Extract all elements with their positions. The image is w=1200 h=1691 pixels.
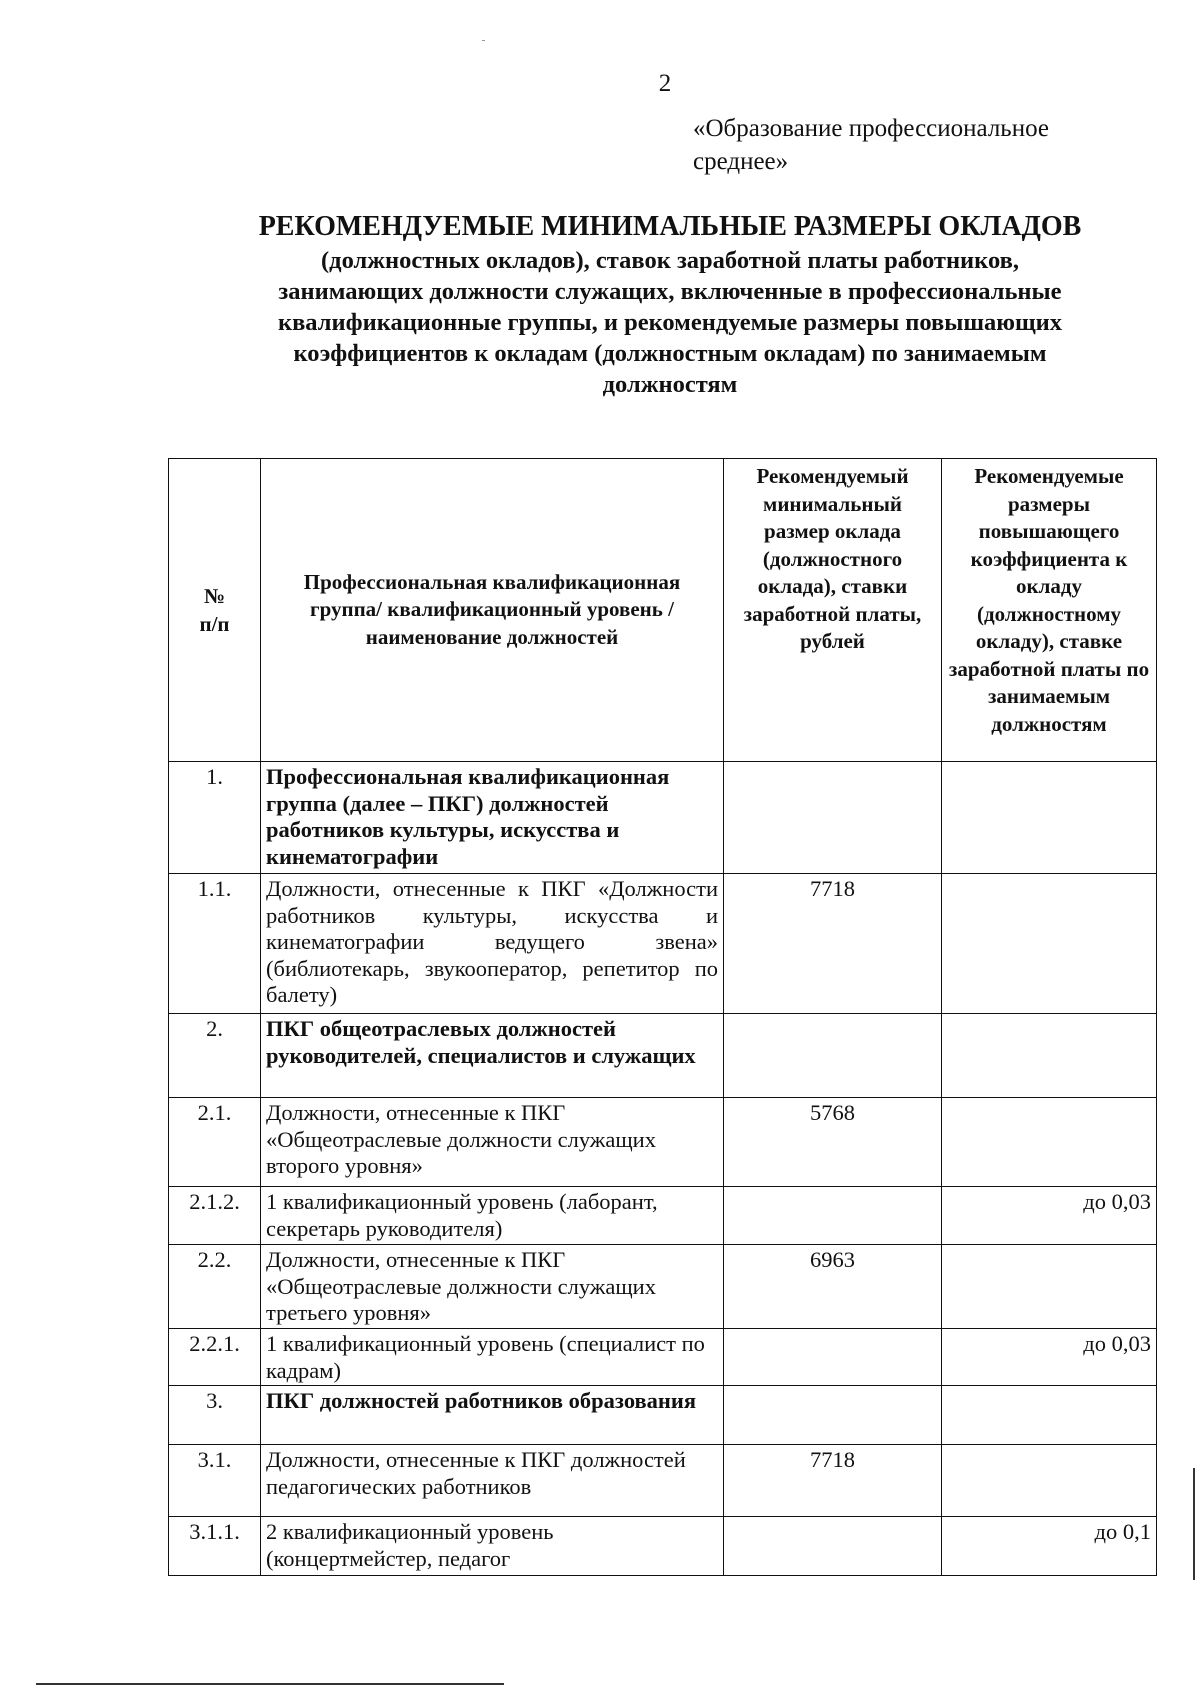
row-number: 3.: [169, 1386, 261, 1445]
row-description: Должности, отнесенные к ПКГ «Должности работников культуры, искусства и кинематографии ведущего звена» (библиотекарь, звукооператор, репетитор по балету): [261, 874, 724, 1014]
row-salary: 7718: [724, 1445, 942, 1517]
row-coefficient: [942, 1098, 1157, 1187]
row-number: 2.: [169, 1014, 261, 1098]
footnote-rule: [36, 1683, 504, 1685]
row-description: 1 квалификационный уровень (лаборант, секретарь руководителя): [261, 1187, 724, 1245]
document-title-line-5: должностям: [602, 371, 738, 398]
row-number: 3.1.: [169, 1445, 261, 1517]
row-coefficient: [942, 1014, 1157, 1098]
table-row: [169, 1014, 1157, 1098]
row-salary: [724, 1386, 942, 1445]
table-row: [169, 1245, 1157, 1329]
table-row: [169, 1329, 1157, 1386]
header-salary: Рекомендуемый минимальный размер оклада (должностного оклада), ставки заработной платы, рублей: [724, 459, 942, 762]
row-salary: 6963: [724, 1245, 942, 1329]
row-description: ПКГ общеотраслевых должностей руководителей, специалистов и служащих: [261, 1014, 724, 1098]
row-coefficient: до 0,03: [942, 1329, 1157, 1386]
table-row: [169, 1445, 1157, 1517]
row-coefficient: до 0,1: [942, 1517, 1157, 1576]
row-number: 2.1.2.: [169, 1187, 261, 1245]
header-number-line-2: п/п: [199, 611, 230, 636]
row-number: 2.2.: [169, 1245, 261, 1329]
row-description: Должности, отнесенные к ПКГ «Общеотраслевые должности служащих второго уровня»: [261, 1098, 724, 1187]
table-row: [169, 1098, 1157, 1187]
row-salary: [724, 1014, 942, 1098]
document-title: [180, 209, 1160, 400]
header-note: [693, 112, 1153, 178]
row-description: Должности, отнесенные к ПКГ «Общеотраслевые должности служащих третьего уровня»: [261, 1245, 724, 1329]
table-header-row: [169, 459, 1157, 762]
header-group: Профессиональная квалификационная группа/ квалификационный уровень / наименование должностей: [261, 459, 724, 762]
row-salary: [724, 1517, 942, 1576]
row-salary: 5768: [724, 1098, 942, 1187]
header-number: [169, 459, 261, 762]
row-number: 1.: [169, 762, 261, 874]
page-number: 2: [658, 70, 672, 97]
table-row: [169, 1386, 1157, 1445]
row-coefficient: [942, 874, 1157, 1014]
row-number: 2.1.: [169, 1098, 261, 1187]
row-salary: [724, 1329, 942, 1386]
row-coefficient: [942, 1245, 1157, 1329]
document-title-main: РЕКОМЕНДУЕМЫЕ МИНИМАЛЬНЫЕ РАЗМЕРЫ ОКЛАДОВ: [258, 211, 1082, 242]
header-note-line-1: «Образование профессиональное: [693, 115, 1049, 142]
row-coefficient: до 0,03: [942, 1187, 1157, 1245]
row-salary: 7718: [724, 874, 942, 1014]
row-description: 1 квалификационный уровень (специалист по кадрам): [261, 1329, 724, 1386]
row-description: ПКГ должностей работников образования: [261, 1386, 724, 1445]
header-coefficient: Рекомендуемые размеры повышающего коэффициента к окладу (должностному окладу), ставке заработной платы по занимаемым должностям: [942, 459, 1157, 762]
salary-table: [168, 458, 1157, 1576]
row-salary: [724, 1187, 942, 1245]
table-row: [169, 874, 1157, 1014]
table-row: [169, 1517, 1157, 1576]
document-title-line-3: квалификационные группы, и рекомендуемые размеры повышающих: [277, 309, 1063, 336]
row-description: Профессиональная квалификационная группа (далее – ПКГ) должностей работников культуры, искусства и кинематографии: [261, 762, 724, 874]
row-salary: [724, 762, 942, 874]
document-title-line-2: занимающих должности служащих, включенные в профессиональные: [278, 278, 1062, 305]
document-title-line-4: коэффициентов к окладам (должностным окладам) по занимаемым: [293, 340, 1047, 367]
row-number: 2.2.1.: [169, 1329, 261, 1386]
row-coefficient: [942, 1445, 1157, 1517]
row-description: Должности, отнесенные к ПКГ должностей педагогических работников: [261, 1445, 724, 1517]
row-number: 1.1.: [169, 874, 261, 1014]
row-description: 2 квалификационный уровень (концертмейстер, педагог: [261, 1517, 724, 1576]
document-title-line-1: (должностных окладов), ставок заработной платы работников,: [321, 247, 1019, 274]
row-number: 3.1.1.: [169, 1517, 261, 1576]
table-row: [169, 1187, 1157, 1245]
header-note-line-2: среднее»: [693, 148, 789, 175]
margin-mark: [1193, 1468, 1195, 1580]
table-row: [169, 762, 1157, 874]
header-number-line-1: №: [203, 584, 226, 608]
row-coefficient: [942, 762, 1157, 874]
scan-speck: [482, 40, 485, 41]
row-coefficient: [942, 1386, 1157, 1445]
